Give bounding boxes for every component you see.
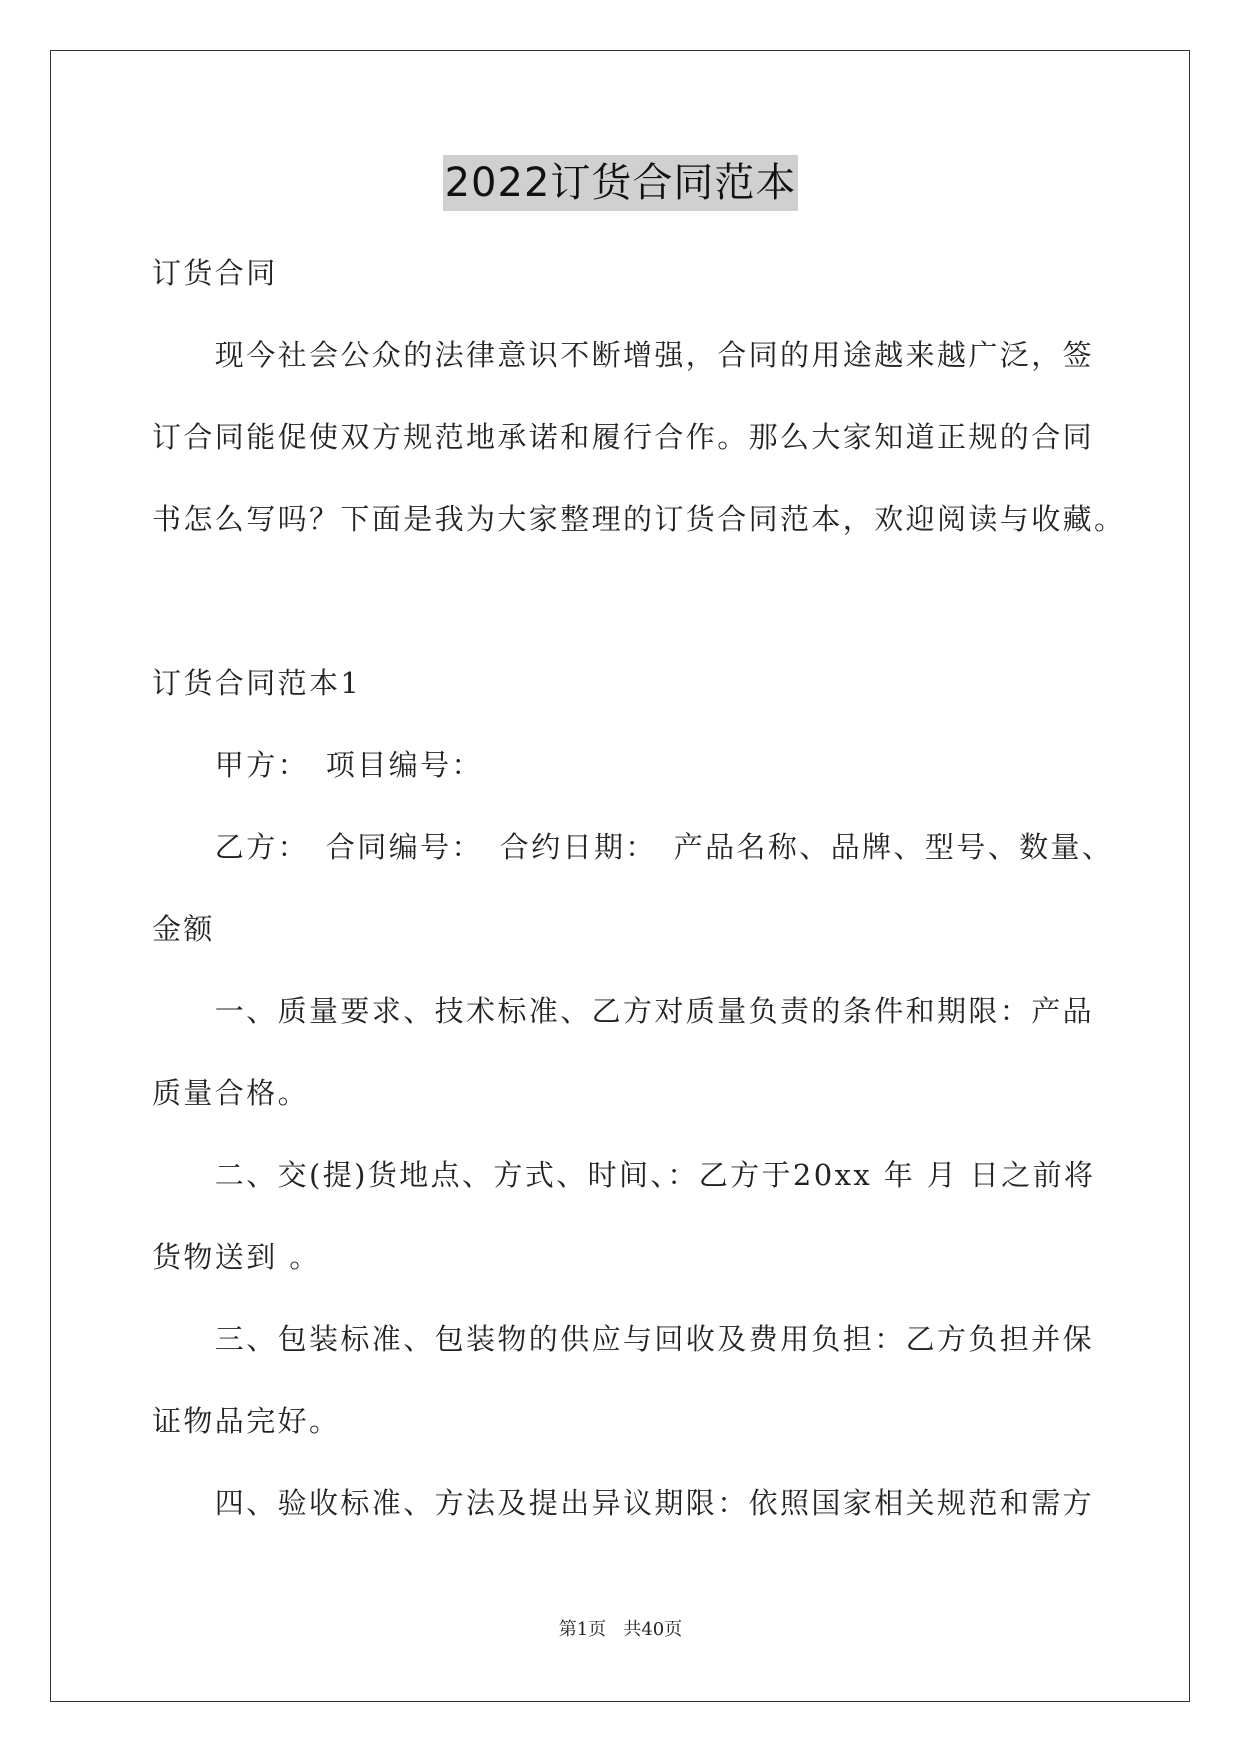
body-line: 现今社会公众的法律意识不断增强，合同的用途越来越广泛，签 <box>152 338 1095 372</box>
body-line: 货物送到 。 <box>152 1240 321 1274</box>
document-body <box>152 232 1126 1544</box>
body-line: 三、包装标准、包装物的供应与回收及费用负担：乙方负担并保 <box>152 1322 1095 1356</box>
body-line: 证物品完好。 <box>152 1404 341 1438</box>
section-heading: 订货合同范本1 <box>152 666 362 700</box>
body-line: 书怎么写吗？下面是我为大家整理的订货合同范本，欢迎阅读与收藏。 <box>152 502 1126 536</box>
title-container <box>0 155 1241 211</box>
body-line: 甲方： 项目编号： <box>152 748 483 782</box>
body-line: 订合同能促使双方规范地承诺和履行合作。那么大家知道正规的合同 <box>152 420 1095 454</box>
body-line: 一、质量要求、技术标准、乙方对质量负责的条件和期限：产品 <box>152 994 1095 1028</box>
body-line: 四、验收标准、方法及提出异议期限：依照国家相关规范和需方 <box>152 1486 1095 1520</box>
body-line: 二、交(提)货地点、方式、时间、：乙方于20xx 年 月 日之前将 <box>152 1158 1096 1192</box>
page-number-footer: 第1页 共40页 <box>558 1619 683 1640</box>
body-line: 订货合同 <box>152 256 278 290</box>
body-line: 乙方： 合同编号： 合约日期： 产品名称、品牌、型号、数量、 <box>152 830 1114 864</box>
paragraph-gap <box>152 560 1092 642</box>
body-line: 质量合格。 <box>152 1076 310 1110</box>
body-line: 金额 <box>152 912 215 946</box>
document-title[interactable]: 2022订货合同范本 <box>443 155 799 211</box>
